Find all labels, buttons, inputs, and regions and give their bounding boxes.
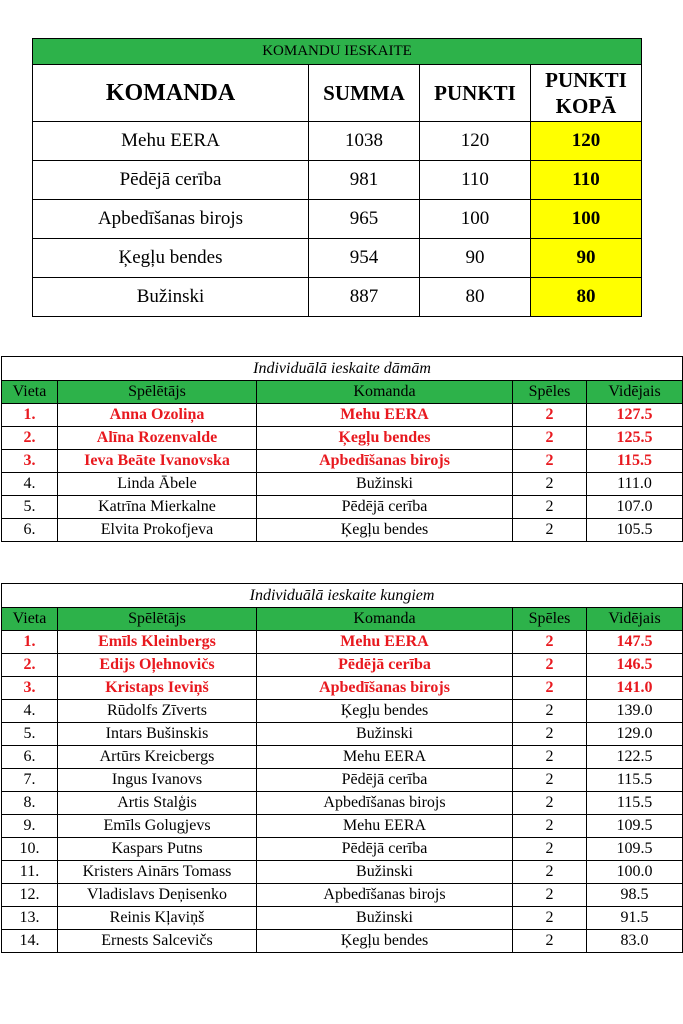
men-table-title: Individuālā ieskaite kungiem — [2, 584, 683, 608]
team-cell: Pēdējā cerība — [257, 769, 513, 792]
table-row — [2, 769, 683, 792]
table-row — [2, 450, 683, 473]
player-cell: Edijs Oļehnovičs — [58, 654, 257, 677]
average-cell: 122.5 — [587, 746, 683, 769]
table-row — [2, 723, 683, 746]
team-cell: Ķegļu bendes — [257, 519, 513, 542]
punkti-kopa-cell: 90 — [531, 239, 642, 278]
games-cell: 2 — [513, 792, 587, 815]
summa-cell: 887 — [309, 278, 420, 317]
games-cell: 2 — [513, 519, 587, 542]
place-cell: 6. — [2, 746, 58, 769]
header-vieta: Vieta — [2, 381, 58, 404]
men-table-title-row — [2, 584, 683, 608]
table-row — [2, 884, 683, 907]
games-cell: 2 — [513, 723, 587, 746]
team-table-body — [33, 122, 642, 317]
place-cell: 14. — [2, 930, 58, 953]
team-cell: Bužinski — [257, 473, 513, 496]
table-row — [2, 631, 683, 654]
games-cell: 2 — [513, 427, 587, 450]
punkti-cell: 90 — [420, 239, 531, 278]
summa-cell: 965 — [309, 200, 420, 239]
table-row — [33, 161, 642, 200]
player-cell: Ernests Salcevičs — [58, 930, 257, 953]
header-summa: SUMMA — [309, 65, 420, 122]
place-cell: 8. — [2, 792, 58, 815]
header-punkti-kopa: PUNKTI KOPĀ — [531, 65, 642, 122]
table-row — [2, 700, 683, 723]
team-cell: Pēdējā cerība — [257, 838, 513, 861]
table-row — [33, 200, 642, 239]
table-row — [2, 861, 683, 884]
punkti-kopa-cell: 120 — [531, 122, 642, 161]
games-cell: 2 — [513, 404, 587, 427]
average-cell: 109.5 — [587, 838, 683, 861]
place-cell: 3. — [2, 450, 58, 473]
place-cell: 5. — [2, 723, 58, 746]
header-speletajs: Spēlētājs — [58, 381, 257, 404]
team-name-cell: Bužinski — [33, 278, 309, 317]
player-cell: Reinis Kļaviņš — [58, 907, 257, 930]
team-cell: Bužinski — [257, 723, 513, 746]
table-row — [2, 473, 683, 496]
average-cell: 147.5 — [587, 631, 683, 654]
team-cell: Apbedīšanas birojs — [257, 792, 513, 815]
ladies-table-title-row — [2, 357, 683, 381]
team-cell: Ķegļu bendes — [257, 427, 513, 450]
team-name-cell: Ķegļu bendes — [33, 239, 309, 278]
ladies-table-header-row — [2, 381, 683, 404]
team-cell: Mehu EERA — [257, 746, 513, 769]
games-cell: 2 — [513, 654, 587, 677]
header-punkti: PUNKTI — [420, 65, 531, 122]
games-cell: 2 — [513, 746, 587, 769]
team-name-cell: Apbedīšanas birojs — [33, 200, 309, 239]
player-cell: Kristers Ainārs Tomass — [58, 861, 257, 884]
games-cell: 2 — [513, 677, 587, 700]
summa-cell: 981 — [309, 161, 420, 200]
punkti-kopa-cell: 110 — [531, 161, 642, 200]
header-speles: Spēles — [513, 608, 587, 631]
team-cell: Ķegļu bendes — [257, 930, 513, 953]
average-cell: 129.0 — [587, 723, 683, 746]
header-speles: Spēles — [513, 381, 587, 404]
games-cell: 2 — [513, 930, 587, 953]
table-row — [2, 427, 683, 450]
player-cell: Artūrs Kreicbergs — [58, 746, 257, 769]
player-cell: Elvita Prokofjeva — [58, 519, 257, 542]
player-cell: Intars Bušinskis — [58, 723, 257, 746]
games-cell: 2 — [513, 838, 587, 861]
average-cell: 107.0 — [587, 496, 683, 519]
header-vieta: Vieta — [2, 608, 58, 631]
ladies-table-body — [2, 404, 683, 542]
average-cell: 146.5 — [587, 654, 683, 677]
header-komanda: KOMANDA — [33, 65, 309, 122]
team-standings-table — [32, 38, 642, 317]
average-cell: 115.5 — [587, 769, 683, 792]
team-cell: Bužinski — [257, 861, 513, 884]
average-cell: 111.0 — [587, 473, 683, 496]
place-cell: 11. — [2, 861, 58, 884]
player-cell: Artis Stalģis — [58, 792, 257, 815]
player-cell: Kaspars Putns — [58, 838, 257, 861]
team-cell: Apbedīšanas birojs — [257, 677, 513, 700]
place-cell: 2. — [2, 654, 58, 677]
player-cell: Ingus Ivanovs — [58, 769, 257, 792]
team-cell: Pēdējā cerība — [257, 654, 513, 677]
place-cell: 2. — [2, 427, 58, 450]
games-cell: 2 — [513, 884, 587, 907]
average-cell: 115.5 — [587, 450, 683, 473]
ladies-table-title: Individuālā ieskaite dāmām — [2, 357, 683, 381]
men-standings-table — [1, 583, 683, 953]
team-cell: Mehu EERA — [257, 404, 513, 427]
team-table-title-row — [33, 39, 642, 65]
average-cell: 91.5 — [587, 907, 683, 930]
place-cell: 12. — [2, 884, 58, 907]
player-cell: Vladislavs Deņisenko — [58, 884, 257, 907]
average-cell: 105.5 — [587, 519, 683, 542]
place-cell: 6. — [2, 519, 58, 542]
player-cell: Kristaps Ieviņš — [58, 677, 257, 700]
average-cell: 98.5 — [587, 884, 683, 907]
player-cell: Alīna Rozenvalde — [58, 427, 257, 450]
team-name-cell: Pēdējā cerība — [33, 161, 309, 200]
average-cell: 127.5 — [587, 404, 683, 427]
player-cell: Anna Ozoliņa — [58, 404, 257, 427]
table-row — [2, 496, 683, 519]
games-cell: 2 — [513, 861, 587, 884]
men-table-body — [2, 631, 683, 953]
table-row — [2, 838, 683, 861]
average-cell: 139.0 — [587, 700, 683, 723]
punkti-cell: 80 — [420, 278, 531, 317]
average-cell: 125.5 — [587, 427, 683, 450]
header-videjais: Vidējais — [587, 608, 683, 631]
team-cell: Ķegļu bendes — [257, 700, 513, 723]
summa-cell: 954 — [309, 239, 420, 278]
table-row — [33, 239, 642, 278]
header-speletajs: Spēlētājs — [58, 608, 257, 631]
place-cell: 3. — [2, 677, 58, 700]
table-row — [2, 519, 683, 542]
place-cell: 4. — [2, 700, 58, 723]
table-row — [2, 930, 683, 953]
place-cell: 1. — [2, 631, 58, 654]
team-table-header-row — [33, 65, 642, 122]
average-cell: 141.0 — [587, 677, 683, 700]
punkti-cell: 100 — [420, 200, 531, 239]
table-row — [2, 792, 683, 815]
place-cell: 4. — [2, 473, 58, 496]
table-row — [2, 815, 683, 838]
games-cell: 2 — [513, 473, 587, 496]
team-cell: Pēdējā cerība — [257, 496, 513, 519]
player-cell: Linda Ābele — [58, 473, 257, 496]
team-cell: Mehu EERA — [257, 815, 513, 838]
player-cell: Emīls Golugjevs — [58, 815, 257, 838]
team-table-title: KOMANDU IESKAITE — [33, 39, 642, 65]
average-cell: 83.0 — [587, 930, 683, 953]
place-cell: 1. — [2, 404, 58, 427]
punkti-cell: 110 — [420, 161, 531, 200]
games-cell: 2 — [513, 907, 587, 930]
team-cell: Bužinski — [257, 907, 513, 930]
men-table-header-row — [2, 608, 683, 631]
table-row — [33, 278, 642, 317]
team-cell: Mehu EERA — [257, 631, 513, 654]
summa-cell: 1038 — [309, 122, 420, 161]
header-videjais: Vidējais — [587, 381, 683, 404]
punkti-kopa-cell: 100 — [531, 200, 642, 239]
ladies-standings-table — [1, 356, 683, 542]
place-cell: 7. — [2, 769, 58, 792]
place-cell: 5. — [2, 496, 58, 519]
average-cell: 100.0 — [587, 861, 683, 884]
games-cell: 2 — [513, 496, 587, 519]
table-row — [2, 746, 683, 769]
punkti-kopa-cell: 80 — [531, 278, 642, 317]
place-cell: 9. — [2, 815, 58, 838]
player-cell: Emīls Kleinbergs — [58, 631, 257, 654]
player-cell: Katrīna Mierkalne — [58, 496, 257, 519]
games-cell: 2 — [513, 769, 587, 792]
punkti-cell: 120 — [420, 122, 531, 161]
header-komanda: Komanda — [257, 608, 513, 631]
games-cell: 2 — [513, 450, 587, 473]
place-cell: 13. — [2, 907, 58, 930]
player-cell: Ieva Beāte Ivanovska — [58, 450, 257, 473]
player-cell: Rūdolfs Zīverts — [58, 700, 257, 723]
average-cell: 115.5 — [587, 792, 683, 815]
games-cell: 2 — [513, 700, 587, 723]
place-cell: 10. — [2, 838, 58, 861]
games-cell: 2 — [513, 631, 587, 654]
table-row — [2, 654, 683, 677]
table-row — [2, 404, 683, 427]
header-komanda: Komanda — [257, 381, 513, 404]
games-cell: 2 — [513, 815, 587, 838]
team-cell: Apbedīšanas birojs — [257, 884, 513, 907]
table-row — [2, 907, 683, 930]
average-cell: 109.5 — [587, 815, 683, 838]
team-name-cell: Mehu EERA — [33, 122, 309, 161]
table-row — [2, 677, 683, 700]
table-row — [33, 122, 642, 161]
team-cell: Apbedīšanas birojs — [257, 450, 513, 473]
